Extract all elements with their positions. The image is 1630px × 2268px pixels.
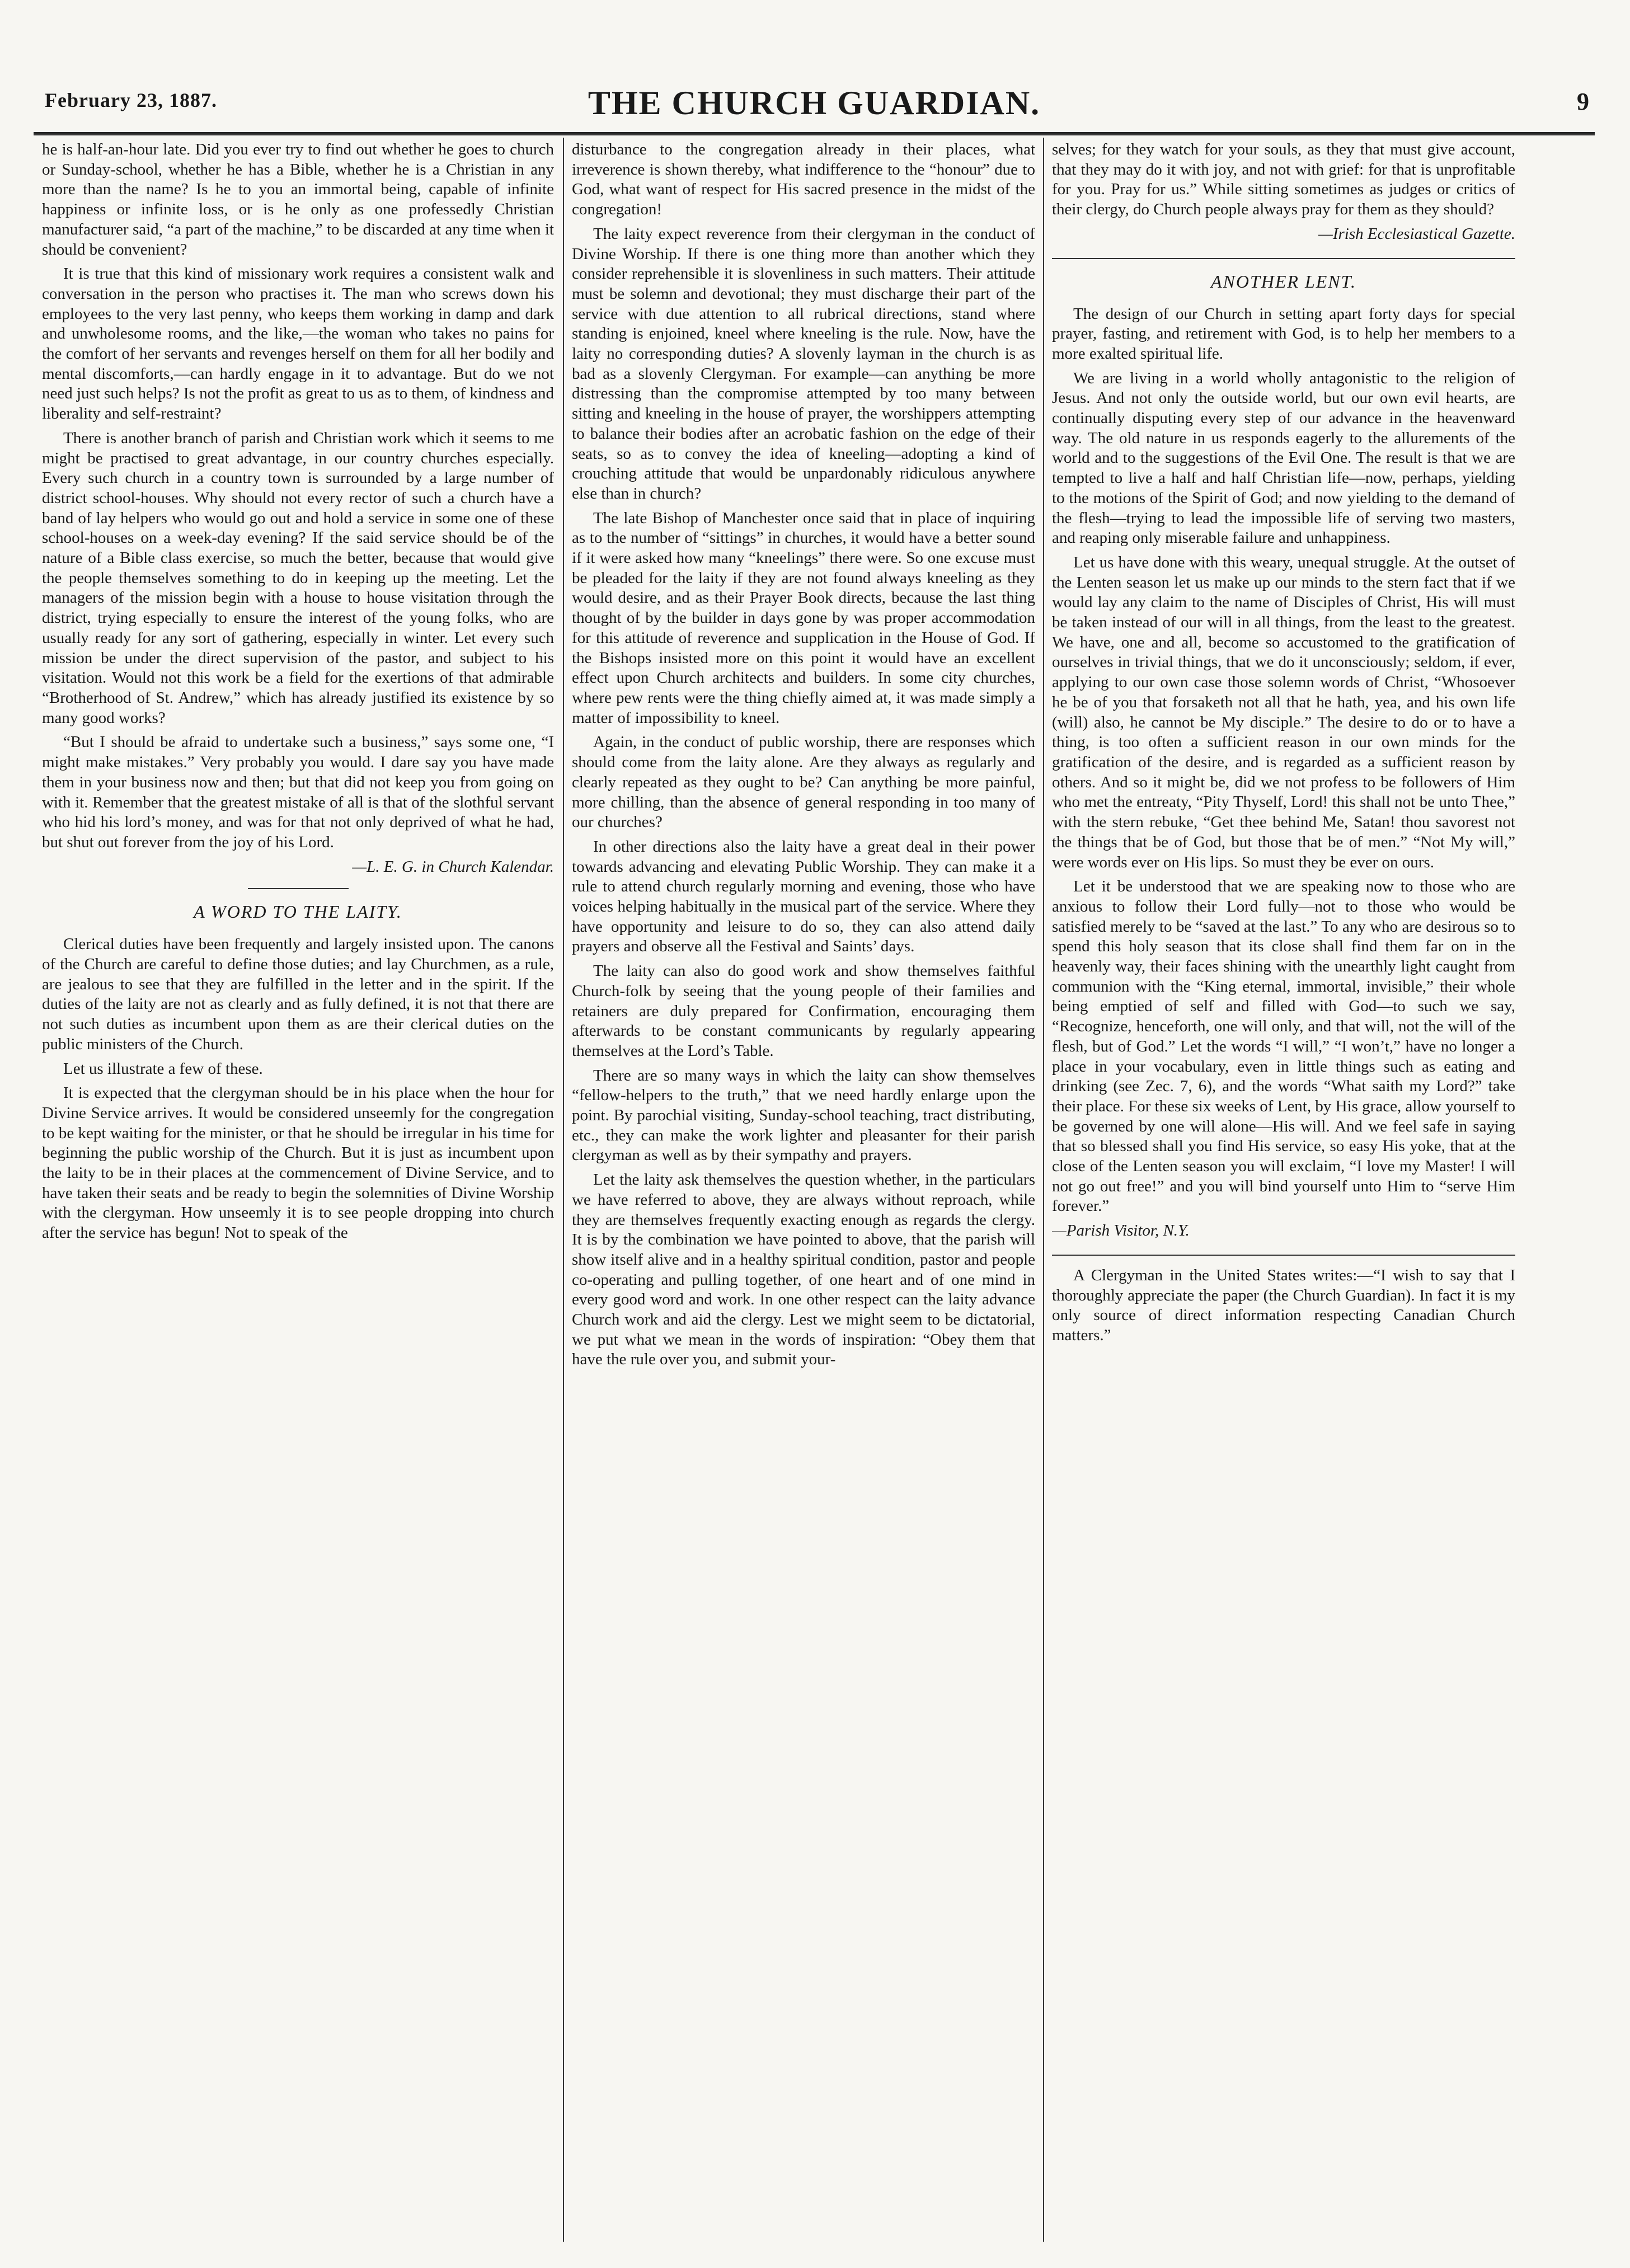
paragraph: The laity expect reverence from their clergyman in the conduct of Divine Worship. If there is one thing more than another which they consider reprehensible it is slovenliness in such matters. Their attitude must be solemn and devotional; they must discharge their part of the service with due attention to all rubrical directions, stand where standing is enjoined, kneel where kneeling is the rule. Now, have the laity no corresponding duties? A slovenly layman in the church is as bad as a slovenly Clergyman. For example—can anything be more distressing than the compromise attempted by too many between sitting and kneeling in the house of prayer, the worshippers attempting to balance their bodies after an acrobatic fashion on the edge of their seats, so as to convey the idea of kneeling—adopting a kind of crouching attitude that would be unpardonably ridiculous anywhere else than in church? (572, 224, 1035, 503)
article-divider (1052, 258, 1515, 259)
article-attribution: —L. E. G. in Church Kalendar. (352, 857, 554, 876)
paragraph: There are so many ways in which the laity can show themselves “fellow-helpers to the truth,” that we need hardly enlarge upon the point. By parochial visiting, Sunday-school teaching, tract distributing, etc., they can make the work lighter and pleasanter for their parish clergyman as well as by their sympathy and prayers. (572, 1066, 1035, 1164)
paragraph: Let us have done with this weary, unequal struggle. At the outset of the Lenten season let us make up our minds to the stern fact that if we would lay any claim to the name of Disciples of Christ, His will must be taken instead of our will in all things, from the least to the greatest. We have, one and all, become so accustomed to the gratification of ourselves in trivial things, that we do it unconsciously; seldom, if ever, applying to our own case those solemn words of Christ, “Whosoever he be of you that forsaketh not all that he hath, yea, and his own life (will) also, he cannot be My disciple.” The desire to do or to have a thing, is too often a sufficient reason in our own minds for the gratification of the desire, and is regarded as a sufficient reason by others. And so it might be, did we not profess to be followers of Him who met the entreaty, “Pity Thyself, Lord! this shall not be unto Thee,” with the stern rebuke, “Get thee behind Me, Satan! thou savorest not the things that be of God, but those that be of men.” “Not My will,” were words ever on His lips. So must they be ever on ours. (1052, 553, 1515, 871)
column-3 (1052, 140, 1515, 2244)
paragraph: Clerical duties have been frequently and largely insisted upon. The canons of the Church are careful to define those duties; and lay Churchmen, as a rule, are jealous to see that they are fulfilled in the letter and in the spirit. If the duties of the laity are not as clearly and as fully defined, it is not that there are not such duties as incumbent upon them as are their clerical duties on the public ministers of the Church. (42, 935, 554, 1053)
column-1 (42, 140, 554, 2244)
article-attribution: —Irish Ecclesiastical Gazette. (1318, 224, 1515, 243)
paragraph: We are living in a world wholly antagonistic to the religion of Jesus. And not only the outside world, but our own evil hearts, are continually disputing every step of our advance in the heavenward way. The old nature in us responds eagerly to the allurements of the world and to the suggestions of the Evil One. The result is that we are tempted to live a half and half Christian life—now, perhaps, yielding to the motions of the Spirit of God; and now yielding to the demand of the flesh—trying to lead the impossible life of serving two masters, and reaping only miserable failure and unhappiness. (1052, 369, 1515, 547)
paragraph: selves; for they watch for your souls, as they that must give account, that they may do it with joy, and not with grief: for that is unprofitable for you. Pray for us.” While sitting sometimes as judges or critics of their clergy, do Church people always pray for them as they should? (1052, 140, 1515, 219)
masthead (34, 84, 1595, 129)
paragraph: The design of our Church in setting apart forty days for special prayer, fasting, and retirement with God, is to help her members to a more exalted spiritual life. (1052, 304, 1515, 363)
paragraph: In other directions also the laity have a great deal in their power towards advancing and elevating Public Worship. They can make it a rule to attend church regularly morning and evening, those who have voices helping habitually in the musical part of the service. Where they have opportunity and leisure to do so, they can also attend daily prayers and observe all the Festival and Saints’ days. (572, 837, 1035, 956)
paragraph: The late Bishop of Manchester once said that in place of inquiring as to the number of “sittings” in churches, it would have a better sound if it were asked how many “kneelings” there were. So one excuse must be pleaded for the laity if they are not found always kneeling as they would desire, and as their Prayer Book directs, because the last thing thought of by the builder in days gone by was proper accommodation for this attitude of reverence and supplication in the House of God. If the Bishops insisted more on this point it would have an excellent effect upon Church architects and builders. In some city churches, where pew rents were the thing chiefly aimed at, it was made simply a matter of impossibility to kneel. (572, 509, 1035, 727)
column-divider-left (563, 138, 564, 2242)
article-divider (1052, 1255, 1515, 1256)
paragraph: Let the laity ask themselves the question whether, in the particulars we have referred to above, they are always without reproach, while they are themselves frequently exacting enough as regards the clergy. It is by the combination we have pointed to above, that the parish will show itself alive and in a healthy spiritual condition, pastor and people co-operating and pulling together, of one heart and of one mind in every good word and work. In one other respect can the laity advance Church work and aid the clergy. Lest we might seem to be dictatorial, we put what we mean in the words of inspiration: “Obey them that have the rule over you, and submit your- (572, 1171, 1035, 1369)
paragraph: It is expected that the clergyman should be in his place when the hour for Divine Service arrives. It would be considered unseemly for the congregation to be kept waiting for the minister, or that he should be irregular in his time for beginning the public worship of the Church. But it is just as incumbent upon the laity to be in their places at the commencement of Divine Service, and to have taken their seats and be ready to begin the solemnities of Divine Worship with the clergyman. How unseemly it is to see people dropping into church after the service has begun! Not to speak of the (42, 1084, 554, 1242)
paragraph: Again, in the conduct of public worship, there are responses which should come from the laity alone. Are they always as regularly and clearly repeated as they ought to be? Can anything be more painful, more chilling, than the absence of general responding in too many of our churches? (572, 733, 1035, 832)
article-divider (248, 888, 349, 889)
page-number: 9 (1577, 88, 1589, 115)
paragraph: he is half-an-hour late. Did you ever try to find out whether he goes to church or Sunday-school, whether he has a Bible, whether he is a Christian in any more than the name? Is he to you an immortal being, capable of infinite happiness or infinite loss, or is he only as one professedly Christian manufacturer said, “a part of the machine,” to be discarded at any time when it should be convenient? (42, 140, 554, 259)
paragraph: Let us illustrate a few of these. (63, 1059, 263, 1078)
masthead-rule (34, 132, 1595, 135)
newspaper-title: THE CHURCH GUARDIAN. (588, 84, 1041, 121)
paragraph: There is another branch of parish and Christian work which it seems to me might be practised to great advantage, in our country churches especially. Every such church in a country town is surrounded by a large number of district school-houses. Why should not every rector of such a church have a band of lay helpers who would go out and hold a service in some one of these school-houses on a week-day evening? If the said service should be of the nature of a Bible class exercise, so much the better, because that would give the people themselves something to do in keeping up the meeting. Let the managers of the mission begin with a house to house visitation through the district, trying especially to ensure the interest of the young folks, who are usually ready for any sort of gathering, especially in winter. Let every such mission be under the direct supervision of the pastor, and subject to his visitation. Would not this work be a field for the exertions of that admirable “Brotherhood of St. Andrew,” which has already justified its existence by so many good works? (42, 429, 554, 727)
paragraph: It is true that this kind of missionary work requires a consistent walk and conversation in the person who practises it. The man who screws down his employees to the very last penny, who keeps them working in damp and dark and unwholesome rooms, and the like,—the woman who takes no pains for the comfort of her servants and revenges herself on them for all her bodily and mental discomforts,—can hardly engage in it to advantage. But do we not need just such helps? Is not the profit as great to us as to them, of kindness and liberality and self-restraint? (42, 265, 554, 423)
issue-date: February 23, 1887. (45, 89, 217, 111)
paragraph: disturbance to the congregation already in their places, what irreverence is shown thereby, what indifference to the “honour” due to God, what want of respect for His sacred presence in the midst of the congregation! (572, 140, 1035, 219)
article-heading: ANOTHER LENT. (1210, 271, 1357, 292)
article-heading: A WORD TO THE LAITY. (194, 901, 402, 922)
column-2 (572, 140, 1035, 2244)
column-divider-right (1043, 138, 1044, 2242)
paragraph: Let it be understood that we are speaking now to those who are anxious to follow their Lord fully—not to those who would be satisfied merely to be “saved at the last.” To any who are desirous so to spend this holy season that its close shall find them far on in the heavenly way, their faces shining with the unearthly light caught from communion with the “King eternal, immortal, invisible,” their whole being emptied of self and filled with God—to such we say, “Recognize, henceforth, one will only, and that will, not the will of the flesh, but of God.” Let the words “I will,” “I won’t,” have no longer a place in your vocabulary, even in little things such as eating and drinking (see Zec. 7, 6), and the words “What saith my Lord?” take their place. For these six weeks of Lent, by His grace, allow yourself to be governed by one will alone—His will. And we feel safe in saying that so blessed shall you find His service, so easy His yoke, that at the close of the Lenten season you will exclaim, “I love my Master! I will not go out free!” and you will bind yourself unto Him to “serve Him forever.” (1052, 877, 1515, 1215)
article-attribution: —Parish Visitor, N.Y. (1052, 1222, 1190, 1240)
paragraph: “But I should be afraid to undertake such a business,” says some one, “I might make mistakes.” Very probably you would. I dare say you have made them in your business now and then; but that did not keep you from going on with it. Remember that the greatest mistake of all is that of the slothful servant who hid his lord’s money, and was for that not only deprived of what he had, but shut out forever from the joy of his Lord. (42, 733, 554, 851)
paragraph: The laity can also do good work and show themselves faithful Church-folk by seeing that the young people of their families and retainers are duly prepared for Confirmation, encouraging them afterwards to be constant communicants by regularly appearing themselves at the Lord’s Table. (572, 962, 1035, 1060)
paragraph: A Clergyman in the United States writes:—“I wish to say that I thoroughly appreciate the paper (the Church Guardian). In fact it is my only source of direct information respecting Canadian Church matters.” (1052, 1266, 1515, 1344)
